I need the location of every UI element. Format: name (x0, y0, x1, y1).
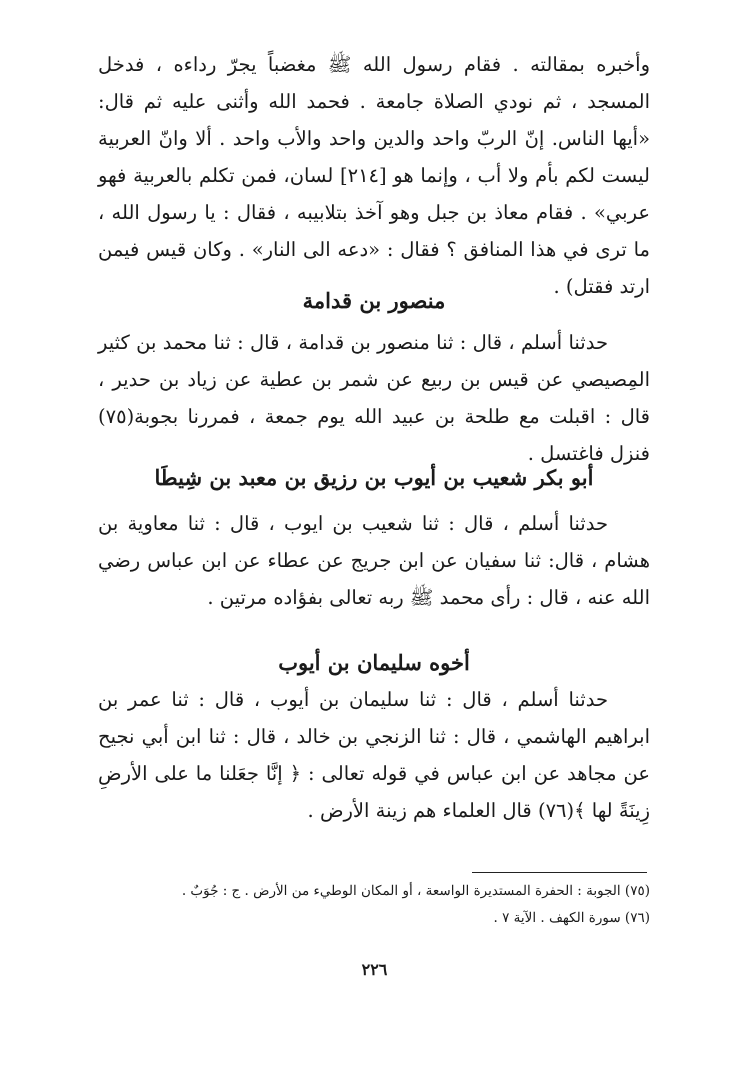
paragraph-shuayb-narration: حدثنا أسلم ، قال : ثنا شعيب بن ايوب ، قال : ثنا معاوية بن هشام ، قال: ثنا سفيان عن ابن جريج عن عطاء عن ابن عباس رضي الله عنه ، قال : رأى محمد ﷺ ربه تعالى بفؤاده مرتين . (98, 512, 650, 609)
paragraph-continuation: وأخبره بمقالته . فقام رسول الله ﷺ مغضباً يجرّ رداءه ، فدخل المسجد ، ثم نودي الصلاة جامعة . فحمد الله وأثنى عليه ثم قال: «أيها الناس. إنّ الربّ واحد والدين واحد والأب واحد . ألا وانّ العربية ليست لكم بأم ولا أب ، وإنما هو [٢١٤] لسان، فمن تكلم بالعربية فهو عربي» . فقام معاذ بن جبل وهو آخذ بتلابيبه ، فقال : يا رسول الله ، ما ترى في هذا المنافق ؟ فقال : «دعه الى النار» . وكان قيس فيمن ارتد فقتل) . (98, 53, 650, 298)
heading-sulayman-bin-ayyub: أخوه سليمان بن أيوب (278, 650, 470, 675)
paragraph-sulayman-narration: حدثنا أسلم ، قال : ثنا سليمان بن أيوب ، قال : ثنا عمر بن ابراهيم الهاشمي ، قال : ثنا الزنجي بن خالد ، قال : ثنا ابن أبي نجيح عن مجاهد عن ابن عباس في قوله تعالى : ﴿ إنَّا جعَلنا ما على الأرضِ زِينَةً لها ﴾(٧٦) قال العلماء هم زينة الأرض . (98, 688, 650, 822)
footnote-76: (٧٦) سورة الكهف . الآية ٧ . (493, 910, 650, 926)
page-number: ٢٢٦ (361, 960, 388, 979)
footnote-75: (٧٥) الجوبة : الحفرة المستديرة الواسعة ، أو المكان الوطيء من الأرض . ج : جُوَبٌ . (181, 883, 650, 899)
paragraph-mansur-narration: حدثنا أسلم ، قال : ثنا منصور بن قدامة ، قال : ثنا محمد بن كثير المِصيصي عن قيس بن ربيع عن شمر بن عطية عن زياد بن حدير ، قال : اقبلت مع طلحة بن عبيد الله يوم جمعة ، فمررنا بجوبة(٧٥) فنزل فاغتسل . (98, 331, 650, 465)
heading-shuayb-bin-ayyub: أبو بكر شعيب بن أيوب بن رزيق بن معبد بن شِيطَا (154, 465, 594, 490)
footnote-divider (472, 872, 647, 873)
heading-mansur-bin-qudama: منصور بن قدامة (302, 288, 446, 313)
footnotes (98, 878, 650, 932)
